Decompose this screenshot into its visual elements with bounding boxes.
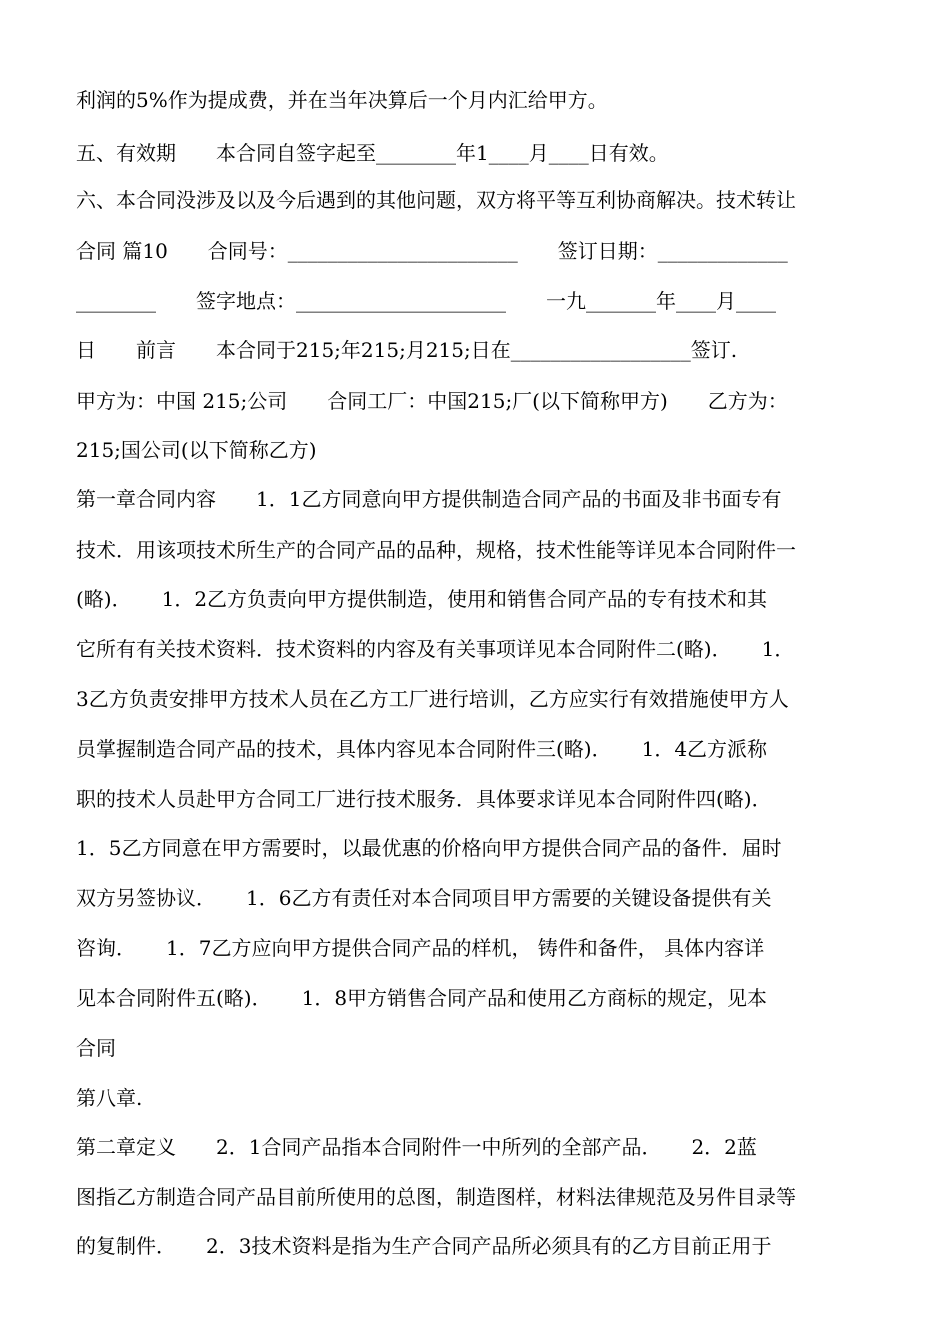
text-line: 咨询． 1．7乙方应向甲方提供合同产品的样机， 铸件和备件， 具体内容详 — [76, 936, 765, 960]
text-line: 甲方为：中国 215;公司 合同工厂：中国215;厂(以下简称甲方) 乙方为： — [76, 389, 788, 413]
text-line: 的复制件． 2．3技术资料是指为生产合同产品所必须具有的乙方目前正用于 — [76, 1234, 772, 1258]
text-line: 利润的5%作为提成费，并在当年决算后一个月内汇给甲方。 — [76, 88, 608, 112]
text-line: 职的技术人员赴甲方合同工厂进行技术服务．具体要求详见本合同附件四(略)． — [76, 787, 772, 811]
text-line: 双方另签协议． 1．6乙方有责任对本合同项目甲方需要的关键设备提供有关 — [76, 886, 772, 910]
text-line: 3乙方负责安排甲方技术人员在乙方工厂进行培训，乙方应实行有效措施使甲方人 — [76, 687, 789, 711]
text-line: ________ 签字地点：_____________________ 一九_______年____月____ — [76, 289, 776, 313]
text-line: 合同 — [76, 1036, 116, 1060]
text-line: 见本合同附件五(略)． 1．8甲方销售合同产品和使用乙方商标的规定，见本 — [76, 986, 768, 1010]
text-line: 第八章. — [76, 1086, 143, 1110]
text-line: 日 前言 本合同于215;年215;月215;日在__________________签订. — [76, 338, 738, 362]
text-line: 员掌握制造合同产品的技术，具体内容见本合同附件三(略)． 1．4乙方派称 — [76, 737, 768, 761]
text-line: (略)． 1．2乙方负责向甲方提供制造，使用和销售合同产品的专有技术和其 — [76, 587, 768, 611]
text-line: 第一章合同内容 1．1乙方同意向甲方提供制造合同产品的书面及非书面专有 — [76, 487, 782, 511]
text-line: 六、本合同没涉及以及今后遇到的其他问题，双方将平等互利协商解决。技术转让 — [76, 188, 796, 212]
text-line: 第二章定义 2．1合同产品指本合同附件一中所列的全部产品． 2．2蓝 — [76, 1135, 757, 1159]
text-line: 图指乙方制造合同产品目前所使用的总图，制造图样，材料法律规范及另件目录等 — [76, 1185, 796, 1209]
text-line: 215;国公司(以下简称乙方) — [76, 438, 317, 462]
text-line: 合同 篇10 合同号：_______________________ 签订日期：_____________ — [76, 239, 788, 263]
text-line: 1．5乙方同意在甲方需要时，以最优惠的价格向甲方提供合同产品的备件．届时 — [76, 836, 782, 860]
text-line: 技术．用该项技术所生产的合同产品的品种，规格，技术性能等详见本合同附件一 — [76, 538, 796, 562]
text-line: 它所有有关技术资料．技术资料的内容及有关事项详见本合同附件二(略)． 1． — [76, 637, 795, 661]
text-line: 五、有效期 本合同自签字起至________年1____月____日有效。 — [76, 141, 669, 165]
